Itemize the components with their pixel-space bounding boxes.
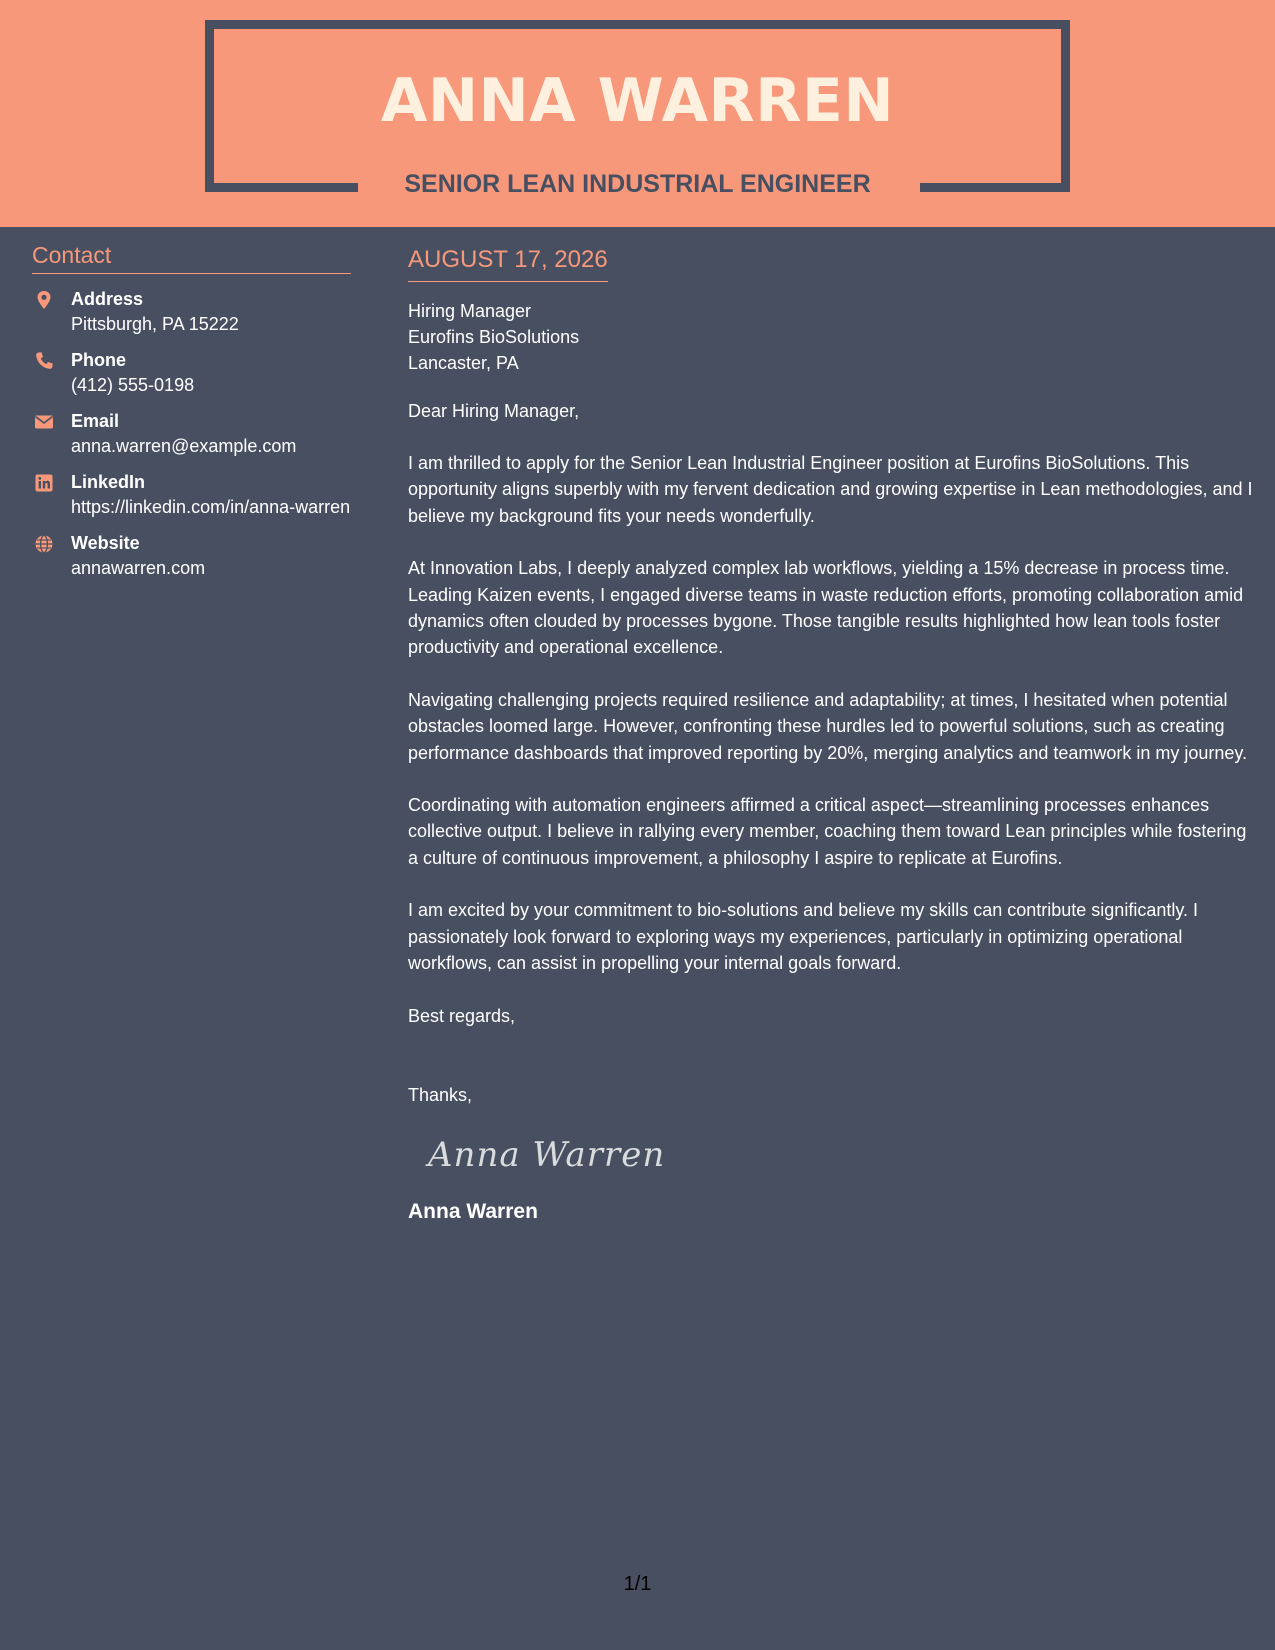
- thanks: Thanks,: [408, 1084, 473, 1105]
- contact-item-phone[interactable]: [32, 348, 351, 397]
- contact-label: Website: [71, 533, 140, 553]
- contact-sidebar: [32, 240, 351, 592]
- contact-item-email[interactable]: [32, 409, 351, 458]
- contact-label: Address: [71, 289, 144, 309]
- contact-value[interactable]: https://linkedin.com/in/anna-warren: [71, 497, 351, 517]
- globe-icon: [34, 534, 54, 554]
- header-banner: [0, 0, 1275, 227]
- contact-list: [32, 287, 351, 580]
- map-pin-icon: [34, 290, 54, 310]
- signer-name: Anna Warren: [408, 1199, 538, 1223]
- contact-heading: Contact: [32, 240, 351, 274]
- letter-paragraph: I am excited by your commitment to bio-solutions and believe my skills can contribute significantly. I passionately look forward to exploring ways my experiences, particularly in optimizing operational workflows, can assist in propelling your internal goals forward.: [408, 900, 1199, 974]
- linkedin-icon: [34, 473, 54, 493]
- page-number: 1/1: [623, 1573, 652, 1595]
- salutation: Dear Hiring Manager,: [408, 401, 580, 421]
- phone-icon: [34, 351, 54, 371]
- contact-item-website[interactable]: [32, 531, 351, 580]
- recipient-line: Hiring Manager: [408, 301, 532, 321]
- contact-label: LinkedIn: [71, 472, 146, 492]
- frame-top-border: [205, 20, 1070, 29]
- signature-text: Anna Warren: [428, 1134, 664, 1175]
- contact-value[interactable]: (412) 555-0198: [71, 375, 195, 395]
- letter-date: AUGUST 17, 2026: [408, 242, 608, 282]
- closing: Best regards,: [408, 1005, 516, 1026]
- applicant-name: ANNA WARREN: [380, 66, 895, 136]
- signature-image: [424, 1128, 664, 1176]
- contact-value: Pittsburgh, PA 15222: [71, 314, 239, 334]
- recipient-line: Lancaster, PA: [408, 353, 519, 373]
- letter-paragraph: I am thrilled to apply for the Senior Lean Industrial Engineer position at Eurofins BioSolutions. This opportunity aligns superbly with my fervent dedication and growing expertise in Lean methodologies, and I believe my background fits your needs wonderfully.: [408, 453, 1253, 526]
- letter-paragraph: At Innovation Labs, I deeply analyzed complex lab workflows, yielding a 15% decrease in process time. Leading Kaizen events, I engaged diverse teams in waste reduction efforts, promoting collaboration amid dynamics often clouded by processes bygone. Those tangible results highlighted how lean tools foster productivity and operational excellence.: [408, 558, 1244, 658]
- contact-item-address: [32, 287, 351, 336]
- recipient-block: [408, 298, 1253, 376]
- contact-value[interactable]: anna.warren@example.com: [71, 436, 297, 456]
- contact-item-linkedin[interactable]: [32, 470, 351, 519]
- contact-value[interactable]: annawarren.com: [71, 558, 206, 578]
- contact-label: Email: [71, 411, 120, 431]
- envelope-icon: [34, 412, 54, 432]
- job-title: SENIOR LEAN INDUSTRIAL ENGINEER: [404, 170, 871, 198]
- letter-paragraph: Navigating challenging projects required resilience and adaptability; at times, I hesitated when potential obstacles loomed large. However, confronting these hurdles led to powerful solutions, such as creating performance dashboards that improved reporting by 20%, merging analytics and teamwork in my journey.: [408, 689, 1248, 763]
- recipient-line: Eurofins BioSolutions: [408, 327, 580, 347]
- letter-body: [408, 242, 1253, 1227]
- letter-paragraph: Coordinating with automation engineers affirmed a critical aspect—streamlining processes enhances collective output. I believe in rallying every member, coaching them toward Lean principles while fostering a culture of continuous improvement, a philosophy I aspire to replicate at Eurofins.: [408, 795, 1247, 868]
- contact-label: Phone: [71, 350, 127, 370]
